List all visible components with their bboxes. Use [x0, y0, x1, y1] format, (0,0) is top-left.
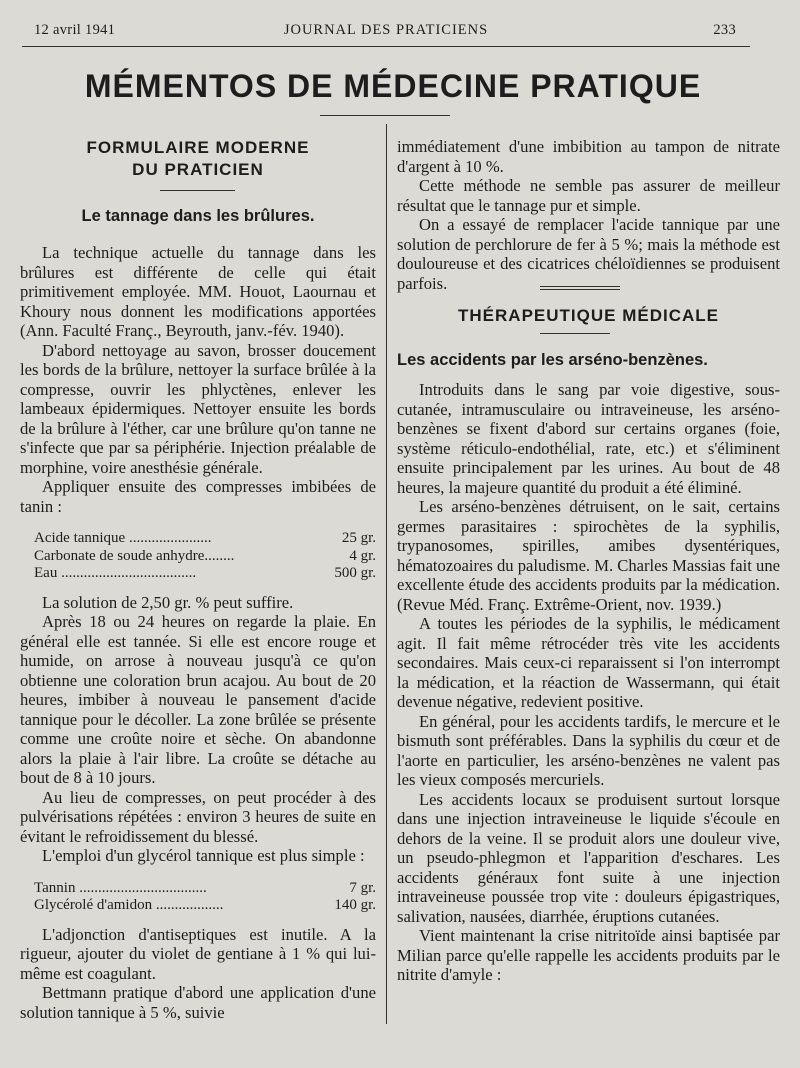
- article-continuation: [397, 137, 780, 293]
- paragraph: immédiatement d'une imbibition au tampon de nitrate d'argent à 10 %.: [397, 137, 780, 176]
- paragraph: Introduits dans le sang par voie digestive, sous-cutanée, intramusculaire ou intraveineuse, les arséno-benzènes se fixent d'abord sur certains organes (foie, système réticulo-endothélial, rate, etc.) et s'éliminent ensuite principalement par les urines. Au bout de 48 heures, la majeure quantité du produit a été éliminé.: [397, 380, 780, 497]
- section-rule-top-2: [540, 289, 620, 290]
- paragraph: Les arséno-benzènes détruisent, on le sait, certains germes parasitaires : spirochètes de la syphilis, trypanosomes, spirilles, amibes dysentériques, hématozoaires du paludisme. M. Charles Massias fait une excellente étude des accidents produits par la médication. (Revue Méd. Franç. Extrême-Orient, nov. 1939.): [397, 497, 780, 614]
- paragraph: D'abord nettoyage au savon, brosser doucement les bords de la brûlure, nettoyer la surface brûlée à la compresse, ouvrir les phlyctènes, enlever les lambeaux épidermiques. Nettoyer ensuite les bords de la brûlure à l'éther, car une brûlure qu'on tanne ne s'infecte que par sa périphérie. Injection préalable de morphine, voire anesthésie générale.: [20, 340, 376, 477]
- quantity: 500 gr.: [334, 565, 376, 581]
- paragraph: Les accidents locaux se produisent surtout lorsque dans une injection intraveineuse le liquide s'écoule en dehors de la veine. Il se produit alors une douleur vive, un pseudo-phlegmon et l'apparition d'eschares. Les accidents généraux font suite à une injection intraveineuse poussée trop vite : douleurs épigastriques, salivation, nausées, diarrhée, éruptions cutanées.: [397, 789, 780, 926]
- section-rule-right: [540, 333, 610, 334]
- ingredient: Eau ....................................: [34, 565, 197, 581]
- ingredient: Tannin ..................................: [34, 879, 207, 896]
- article-body-arseno: [397, 380, 780, 985]
- paragraph: La solution de 2,50 gr. % peut suffire.: [42, 592, 294, 612]
- ingredient: Acide tannique ......................: [34, 530, 212, 546]
- quantity: 4 gr.: [349, 547, 376, 564]
- ingredient: Carbonate de soude anhydre........: [34, 547, 235, 564]
- quantity: 25 gr.: [341, 530, 376, 546]
- column-divider: [386, 124, 387, 1024]
- paragraph: Appliquer ensuite des compresses imbibées de tanin :: [20, 477, 376, 516]
- paragraph: L'adjonction d'antiseptiques est inutile. A la rigueur, ajouter du violet de gentiane à 1 % qui lui-même est coagulant.: [20, 924, 376, 983]
- paragraph: La technique actuelle du tannage dans les brûlures est différente de celle qui était primitivement employée. MM. Houot, Laournau et Khoury nous donnent les modifications apportées (Ann. Faculté Franç., Beyrouth, janv.-fév. 1940).: [20, 243, 376, 340]
- formula-row: [34, 530, 376, 548]
- issue-date: 12 avril 1941: [34, 22, 116, 38]
- quantity: 7 gr.: [349, 879, 376, 896]
- paragraph: Au lieu de compresses, on peut procéder à des pulvérisations répétées : environ 3 heures de suite en évitant le refroidissement du blessé.: [20, 787, 376, 846]
- page-number: 233: [713, 22, 736, 38]
- section-rule-left: [160, 190, 235, 191]
- formula-row: [34, 565, 376, 583]
- paragraph: Cette méthode ne semble pas assurer de meilleur résultat que le tannage pur et simple.: [397, 176, 780, 215]
- section-heading-therapeutique: THÉRAPEUTIQUE MÉDICALE: [458, 306, 719, 325]
- paragraph: A toutes les périodes de la syphilis, le médicament agit. Il fait même rétrocéder très vite les accidents secondaires. Mais ceux-ci reparaissent si l'on interrompt la médication, et la réaction de Wassermann, qui était devenue négative, redevient positive.: [397, 614, 780, 711]
- section-heading-line2: DU PRATICIEN: [132, 160, 264, 179]
- paragraph: Après 18 ou 24 heures on regarde la plaie. En général elle est tannée. Si elle est encore rouge et humide, on arrose à nouveau jusqu'à ce qu'on obtienne une coloration brun acajou. Au bout de 20 heures, imbiber à nouveau le pansement d'acide tannique pour le décoller. La zone brûlée se présente comme une croûte noire et sèche. On abandonne alors la plaie à l'air libre. La croûte se détache au bout de 8 à 10 jours.: [20, 612, 376, 787]
- section-heading-line1: FORMULAIRE MODERNE: [86, 138, 310, 157]
- article-title-tannage: Le tannage dans les brûlures.: [81, 207, 315, 225]
- article-body-tannage: [20, 243, 376, 1022]
- paragraph: L'emploi d'un glycérol tannique est plus simple :: [42, 846, 365, 865]
- formula-row: [34, 897, 376, 915]
- paragraph: Vient maintenant la crise nitritoïde ainsi baptisée par Milian parce qu'elle rappelle les accidents produits par le nitrite d'amyle :: [397, 926, 780, 984]
- formula-row: [34, 880, 376, 898]
- section-rule-top: [540, 286, 620, 287]
- paragraph: On a essayé de remplacer l'acide tannique par une solution de perchlorure de fer à 5 %; mais la méthode est douloureuse et des cicatrices chéloïdiennes se produisent parfois.: [397, 215, 780, 293]
- page-title: MÉMENTOS DE MÉDECINE PRATIQUE: [84, 68, 702, 104]
- article-title-arseno: Les accidents par les arséno-benzènes.: [397, 351, 708, 369]
- quantity: 140 gr.: [334, 897, 376, 913]
- formula-row: [34, 548, 376, 566]
- title-rule: [320, 115, 450, 116]
- journal-name: JOURNAL DES PRATICIENS: [283, 22, 489, 38]
- section-heading-formulaire: [20, 137, 376, 181]
- paragraph: En général, pour les accidents tardifs, le mercure et le bismuth sont préférables. Dans la syphilis du cœur et de l'aorte en particulier, les arséno-benzènes ne valent pas les vieux composés mercuriels.: [397, 711, 780, 789]
- formula-table-1: [34, 530, 376, 583]
- running-header: [22, 18, 750, 47]
- ingredient: Glycérolé d'amidon ..................: [34, 897, 224, 913]
- paragraph: Bettmann pratique d'abord une application d'une solution tannique à 5 %, suivie: [20, 983, 376, 1022]
- formula-table-2: [34, 880, 376, 915]
